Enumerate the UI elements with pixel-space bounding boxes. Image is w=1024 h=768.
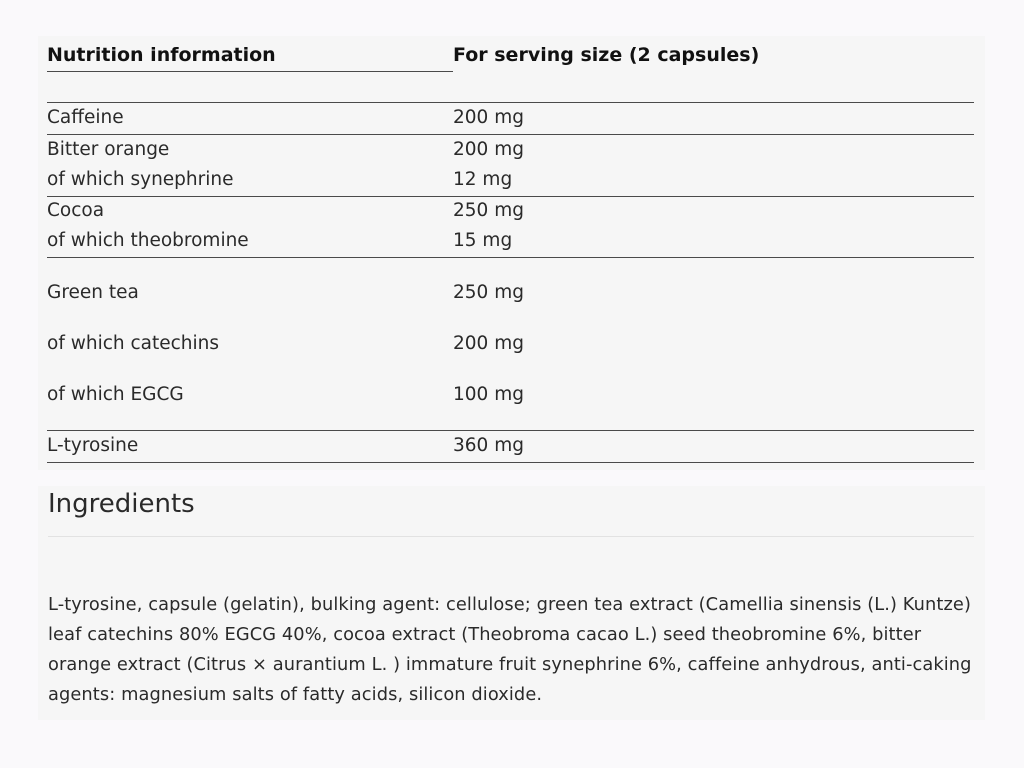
row-green-tea-name: Green tea <box>47 282 139 303</box>
ingredients-section <box>38 486 985 720</box>
ingredients-divider <box>48 536 974 537</box>
header-underline <box>47 71 453 72</box>
table-divider <box>47 134 974 135</box>
nutrition-header-label: Nutrition information <box>47 44 276 66</box>
row-theobromine-value: 15 mg <box>453 230 513 251</box>
nutrition-table <box>38 36 985 470</box>
table-divider <box>47 430 974 431</box>
ingredients-text: L-tyrosine, capsule (gelatin), bulking agent: cellulose; green tea extract (Camellia sinensis (L.) Kuntze) leaf catechins 80% EGCG 40%, cocoa extract (Theobroma cacao L.) seed theobromine 6%, bitter orange extract (Citrus × aurantium L. ) immature fruit synephrine 6%, caffeine anhydrous, anti-caking agents: magnesium salts of fatty acids, silicon dioxide. <box>48 594 972 705</box>
row-green-tea-value: 250 mg <box>453 282 524 303</box>
row-caffeine-name: Caffeine <box>47 107 124 128</box>
row-catechins-value: 200 mg <box>453 333 524 354</box>
row-l-tyrosine-name: L-tyrosine <box>47 435 139 456</box>
table-divider <box>47 462 974 463</box>
serving-size-header: For serving size (2 capsules) <box>453 44 760 66</box>
row-catechins-name: of which catechins <box>47 333 220 354</box>
row-bitter-orange-value: 200 mg <box>453 139 524 160</box>
table-divider <box>47 102 974 103</box>
table-divider <box>47 196 974 197</box>
row-synephrine-name: of which synephrine <box>47 169 234 190</box>
row-synephrine-value: 12 mg <box>453 169 513 190</box>
row-egcg-value: 100 mg <box>453 384 524 405</box>
row-caffeine-value: 200 mg <box>453 107 524 128</box>
row-l-tyrosine-value: 360 mg <box>453 435 524 456</box>
table-divider <box>47 257 974 258</box>
row-cocoa-name: Cocoa <box>47 200 105 221</box>
row-bitter-orange-name: Bitter orange <box>47 139 170 160</box>
row-theobromine-name: of which theobromine <box>47 230 249 251</box>
row-egcg-name: of which EGCG <box>47 384 184 405</box>
row-cocoa-value: 250 mg <box>453 200 524 221</box>
ingredients-title: Ingredients <box>48 489 195 519</box>
